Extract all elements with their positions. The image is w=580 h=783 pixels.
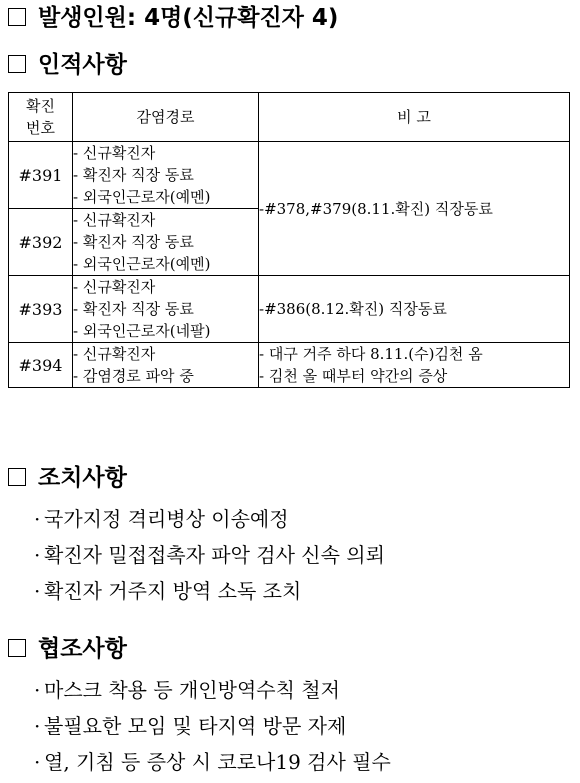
infection-route: - 신규확진자 - 확진자 직장 동료 - 외국인근로자(예멘)	[73, 209, 259, 276]
personal-info-heading	[6, 51, 127, 79]
list-item: · 확진자 거주지 방역 소독 조치	[34, 576, 385, 612]
list-item: · 국가지정 격리병상 이송예정	[34, 504, 385, 540]
table-header-row	[9, 93, 570, 142]
infection-route: - 신규확진자 - 확진자 직장 동료 - 외국인근로자(예멘)	[73, 142, 259, 209]
list-item: · 열, 기침 등 증상 시 코로나19 검사 필수	[34, 747, 391, 783]
measures-list	[34, 504, 385, 612]
case-id: #391	[9, 142, 73, 209]
case-note: - 대구 거주 하다 8.11.(수)김천 옴 - 김천 올 때부터 약간의 증상	[259, 343, 570, 388]
checkbox-square-icon	[8, 55, 26, 73]
table-row	[9, 142, 570, 209]
header-case-number: 확진 번호	[9, 93, 73, 142]
checkbox-square-icon	[8, 639, 26, 657]
occurrence-heading-text: 발생인원: 4명(신규확진자 4)	[38, 5, 339, 31]
case-id: #393	[9, 276, 73, 343]
measures-heading-text: 조치사항	[38, 465, 127, 491]
cooperation-list	[34, 675, 391, 783]
bullet-dot-icon: ·	[34, 714, 41, 738]
bullet-dot-icon: ·	[34, 543, 41, 567]
case-note: -#386(8.12.확진) 직장동료	[259, 276, 570, 343]
cooperation-heading-text: 협조사항	[38, 636, 127, 662]
table-row	[9, 343, 570, 388]
bullet-dot-icon: ·	[34, 678, 41, 702]
header-infection-route: 감염경로	[73, 93, 259, 142]
checkbox-square-icon	[8, 8, 26, 26]
list-item: · 마스크 착용 등 개인방역수칙 철저	[34, 675, 391, 711]
case-id: #392	[9, 209, 73, 276]
header-note: 비 고	[259, 93, 570, 142]
table-row	[9, 276, 570, 343]
occurrence-heading	[6, 4, 338, 32]
list-item: · 확진자 밀접접촉자 파악 검사 신속 의뢰	[34, 540, 385, 576]
infection-route: - 신규확진자 - 감염경로 파악 중	[73, 343, 259, 388]
cooperation-heading	[6, 635, 127, 663]
bullet-dot-icon: ·	[34, 507, 41, 531]
list-item: · 불필요한 모임 및 타지역 방문 자제	[34, 711, 391, 747]
case-table	[8, 92, 570, 388]
bullet-dot-icon: ·	[34, 750, 41, 774]
case-note: -#378,#379(8.11.확진) 직장동료	[259, 142, 570, 276]
infection-route: - 신규확진자 - 확진자 직장 동료 - 외국인근로자(네팔)	[73, 276, 259, 343]
measures-heading	[6, 464, 127, 492]
bullet-dot-icon: ·	[34, 579, 41, 603]
checkbox-square-icon	[8, 468, 26, 486]
case-id: #394	[9, 343, 73, 388]
personal-info-heading-text: 인적사항	[38, 52, 127, 78]
